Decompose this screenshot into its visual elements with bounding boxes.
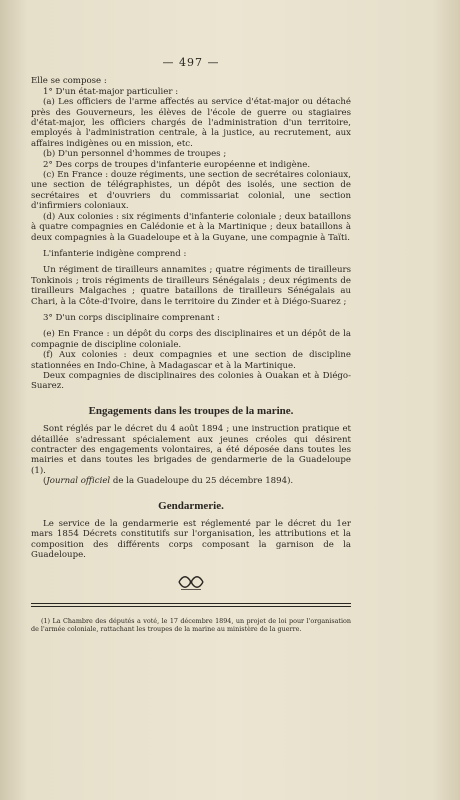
- gendarmerie-title: Gendarmerie.: [158, 499, 224, 512]
- journal-date: de la Guadeloupe du 25 décembre 1894).: [110, 476, 294, 487]
- item-1-heading: 1° D'un état-major particulier :: [43, 86, 179, 97]
- item-2c: (c) En France : douze régiments, une section de secrétaires coloniaux, une section de télégraphistes, un dépôt des isolés, une section de secrétaires et d'ouvriers du commissariat colonial, une section d'infirmiers coloniaux.: [31, 170, 351, 212]
- item-2d: (d) Aux colonies : six régiments d'infanterie coloniale ; deux bataillons à quatre compagnies en Calédonie et à la Martinique ; deux bataillons à deux compagnies à la Guadeloupe et à la Guyane, une compagnie à Taïti.: [31, 211, 351, 243]
- journal-title: Journal officiel: [46, 476, 111, 487]
- engagements-source: (Journal officiel de la Guadeloupe du 25 décembre 1894).: [43, 476, 294, 487]
- engagements-body: Sont réglés par le décret du 4 août 1894 ; une instruction pratique et détaillée s'adressant spécialement aux jeunes créoles qui désirent contracter des engagements volontaires, a été déposée dans toutes les mairies et dans toutes les brigades de gendarmerie de la Guadeloupe (1).: [31, 424, 351, 476]
- item-1b: (b) D'un personnel d'hommes de troupes ;: [43, 149, 227, 160]
- item-2-heading: 2° Des corps de troupes d'infanterie européenne et indigène.: [43, 159, 311, 170]
- footnote: (1) La Chambre des députés a voté, le 17 décembre 1894, un projet de loi pour l'organisation de l'armée coloniale, rattachant les troupes de la marine au ministère de la guerre.: [31, 616, 351, 633]
- ornament-icon: [175, 573, 207, 591]
- item-3g: Deux compagnies de disciplinaires des colonies à Ouakan et à Diégo-Suarez.: [31, 370, 351, 392]
- footnote-divider: [31, 603, 351, 607]
- engagements-title: Engagements dans les troupes de la marine.: [88, 404, 294, 417]
- item-3f: (f) Aux colonies : deux compagnies et une section de discipline stationnées en Indo-Chine, à Madagascar et à la Martinique.: [31, 350, 351, 371]
- item-3e: (e) En France : un dépôt du corps des disciplinaires et un dépôt de la compagnie de discipline coloniale.: [31, 329, 351, 350]
- gendarmerie-body: Le service de la gendarmerie est réglementé par le décret du 1er mars 1854 Décrets constitutifs sur l'organisation, les attributions et la composition des différents corps composant la garnison de la Guadeloupe.: [31, 519, 351, 561]
- item-1a: (a) Les officiers de l'arme affectés au service d'état-major ou détaché près des Gouverneurs, les élèves de l'école de guerre ou stagiaires d'état-major, les officiers chargés de l'administration d'un territoire, employés à l'administration centrale, à la justice, au recrutement, aux affaires indigènes ou en mission, etc.: [31, 97, 351, 149]
- indigenous-heading: L'infanterie indigène comprend :: [43, 248, 187, 259]
- page-content: [31, 58, 351, 633]
- item-3-heading: 3° D'un corps disciplinaire comprenant :: [43, 312, 220, 323]
- indigenous-body: Un régiment de tirailleurs annamites ; quatre régiments de tirailleurs Tonkinois ; trois régiments de tirailleurs Sénégalais ; deux régiments de tirailleurs Malgaches ; quatre bataillons de tirailleurs Sénégalais au Chari, à la Côte-d'Ivoire, dans le territoire du Zinder et à Diégo-Suarez ;: [31, 265, 351, 307]
- page-number: — 497 —: [162, 56, 220, 69]
- intro-line: Elle se compose :: [31, 76, 107, 87]
